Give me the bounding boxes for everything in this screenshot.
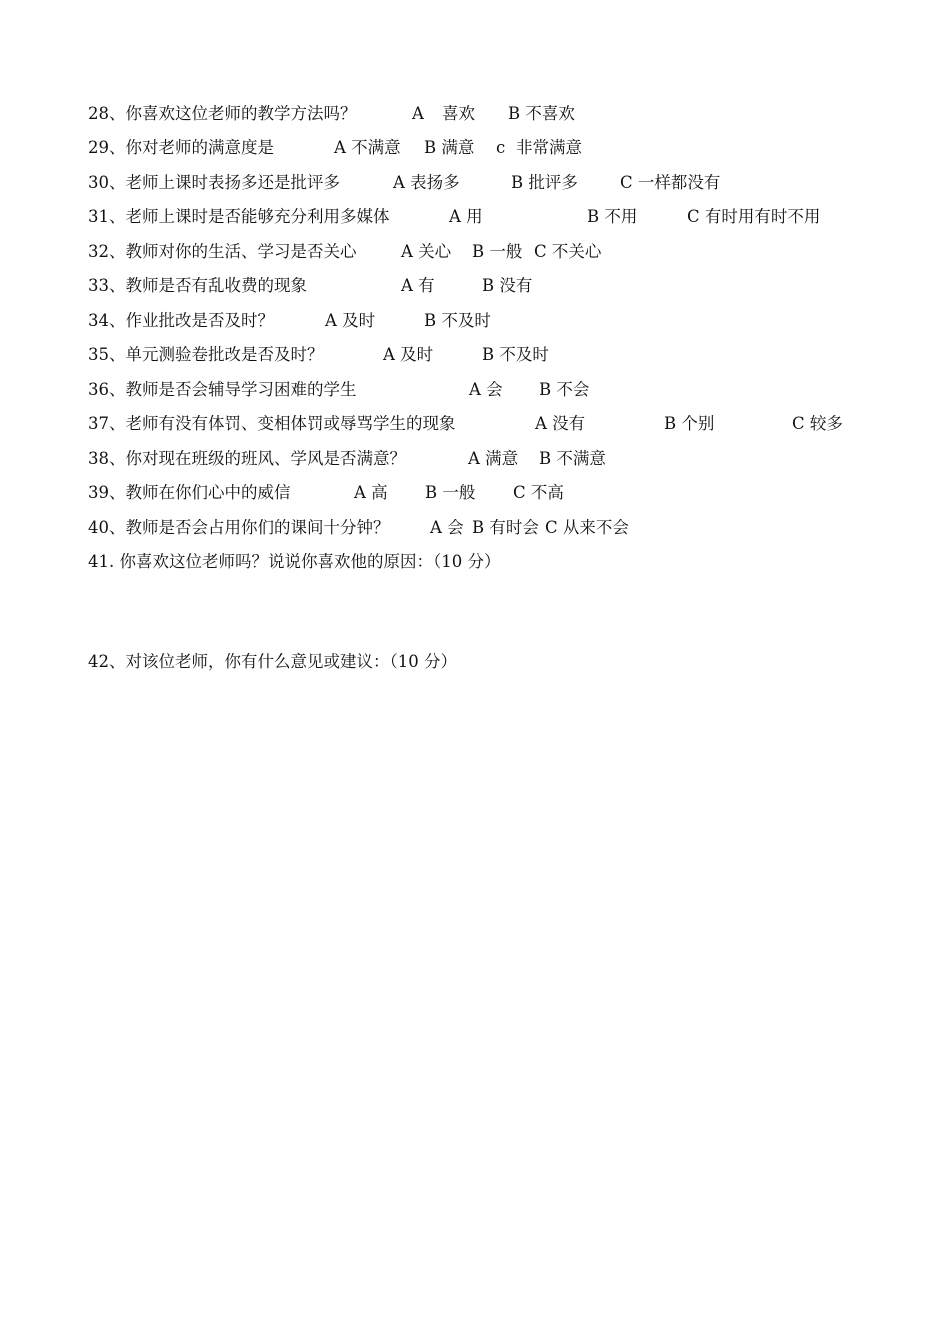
option-a: A 有 bbox=[401, 276, 435, 295]
option-a: A 关心 bbox=[401, 242, 452, 261]
option-a: A 会 bbox=[469, 380, 503, 399]
option-b: B 不及时 bbox=[482, 345, 549, 364]
question-text: 31、老师上课时是否能够充分利用多媒体 bbox=[88, 207, 390, 226]
question-text: 40、教师是否会占用你们的课间十分钟？ bbox=[88, 518, 390, 537]
option-a-text: 喜欢 bbox=[442, 104, 475, 123]
question-text: 42、对该位老师，你有什么意见或建议：（10 分） bbox=[88, 652, 457, 671]
option-c: C 有时用有时不用 bbox=[687, 207, 821, 226]
option-b: B 个别 bbox=[664, 414, 715, 433]
option-c: c bbox=[496, 138, 506, 157]
option-b: B 没有 bbox=[482, 276, 533, 295]
option-a: A 及时 bbox=[383, 345, 434, 364]
option-a: A 表扬多 bbox=[393, 173, 460, 192]
question-text: 36、教师是否会辅导学习困难的学生 bbox=[88, 380, 357, 399]
option-c: C 从来不会 bbox=[545, 518, 629, 537]
option-b: B 有时会 bbox=[472, 518, 539, 537]
option-c: C 较多 bbox=[792, 414, 843, 433]
option-b: B 满意 bbox=[424, 138, 475, 157]
option-c: C 不关心 bbox=[534, 242, 602, 261]
option-b: B 不会 bbox=[539, 380, 590, 399]
option-c-text: 非常满意 bbox=[516, 138, 582, 157]
question-text: 39、教师在你们心中的威信 bbox=[88, 483, 291, 502]
question-text: 32、教师对你的生活、学习是否关心 bbox=[88, 242, 357, 261]
question-text: 30、老师上课时表扬多还是批评多 bbox=[88, 173, 340, 192]
option-c: C 一样都没有 bbox=[620, 173, 721, 192]
option-b: B 不喜欢 bbox=[508, 104, 575, 123]
option-b: B 不及时 bbox=[424, 311, 491, 330]
option-a: A 用 bbox=[449, 207, 483, 226]
option-a: A 高 bbox=[354, 483, 388, 502]
question-text: 37、老师有没有体罚、变相体罚或辱骂学生的现象 bbox=[88, 414, 456, 433]
option-b: B 批评多 bbox=[511, 173, 578, 192]
option-b: B 一般 bbox=[425, 483, 476, 502]
option-a: A 没有 bbox=[535, 414, 586, 433]
question-text: 35、单元测验卷批改是否及时？ bbox=[88, 345, 324, 364]
option-b: B 一般 bbox=[472, 242, 523, 261]
option-c: C 不高 bbox=[513, 483, 564, 502]
option-a: A 不满意 bbox=[334, 138, 401, 157]
option-b: B 不用 bbox=[587, 207, 638, 226]
option-a: A 及时 bbox=[325, 311, 376, 330]
option-b: B 不满意 bbox=[539, 449, 606, 468]
option-a: A 满意 bbox=[468, 449, 519, 468]
option-a: A 会 bbox=[430, 518, 464, 537]
question-text: 28、你喜欢这位老师的教学方法吗？ bbox=[88, 104, 357, 123]
question-text: 34、作业批改是否及时？ bbox=[88, 311, 274, 330]
question-text: 33、教师是否有乱收费的现象 bbox=[88, 276, 307, 295]
question-text: 38、你对现在班级的班风、学风是否满意？ bbox=[88, 449, 406, 468]
option-a: A bbox=[412, 104, 424, 123]
question-text: 41. 你喜欢这位老师吗？说说你喜欢他的原因：（10 分） bbox=[88, 552, 501, 571]
question-text: 29、你对老师的满意度是 bbox=[88, 138, 274, 157]
